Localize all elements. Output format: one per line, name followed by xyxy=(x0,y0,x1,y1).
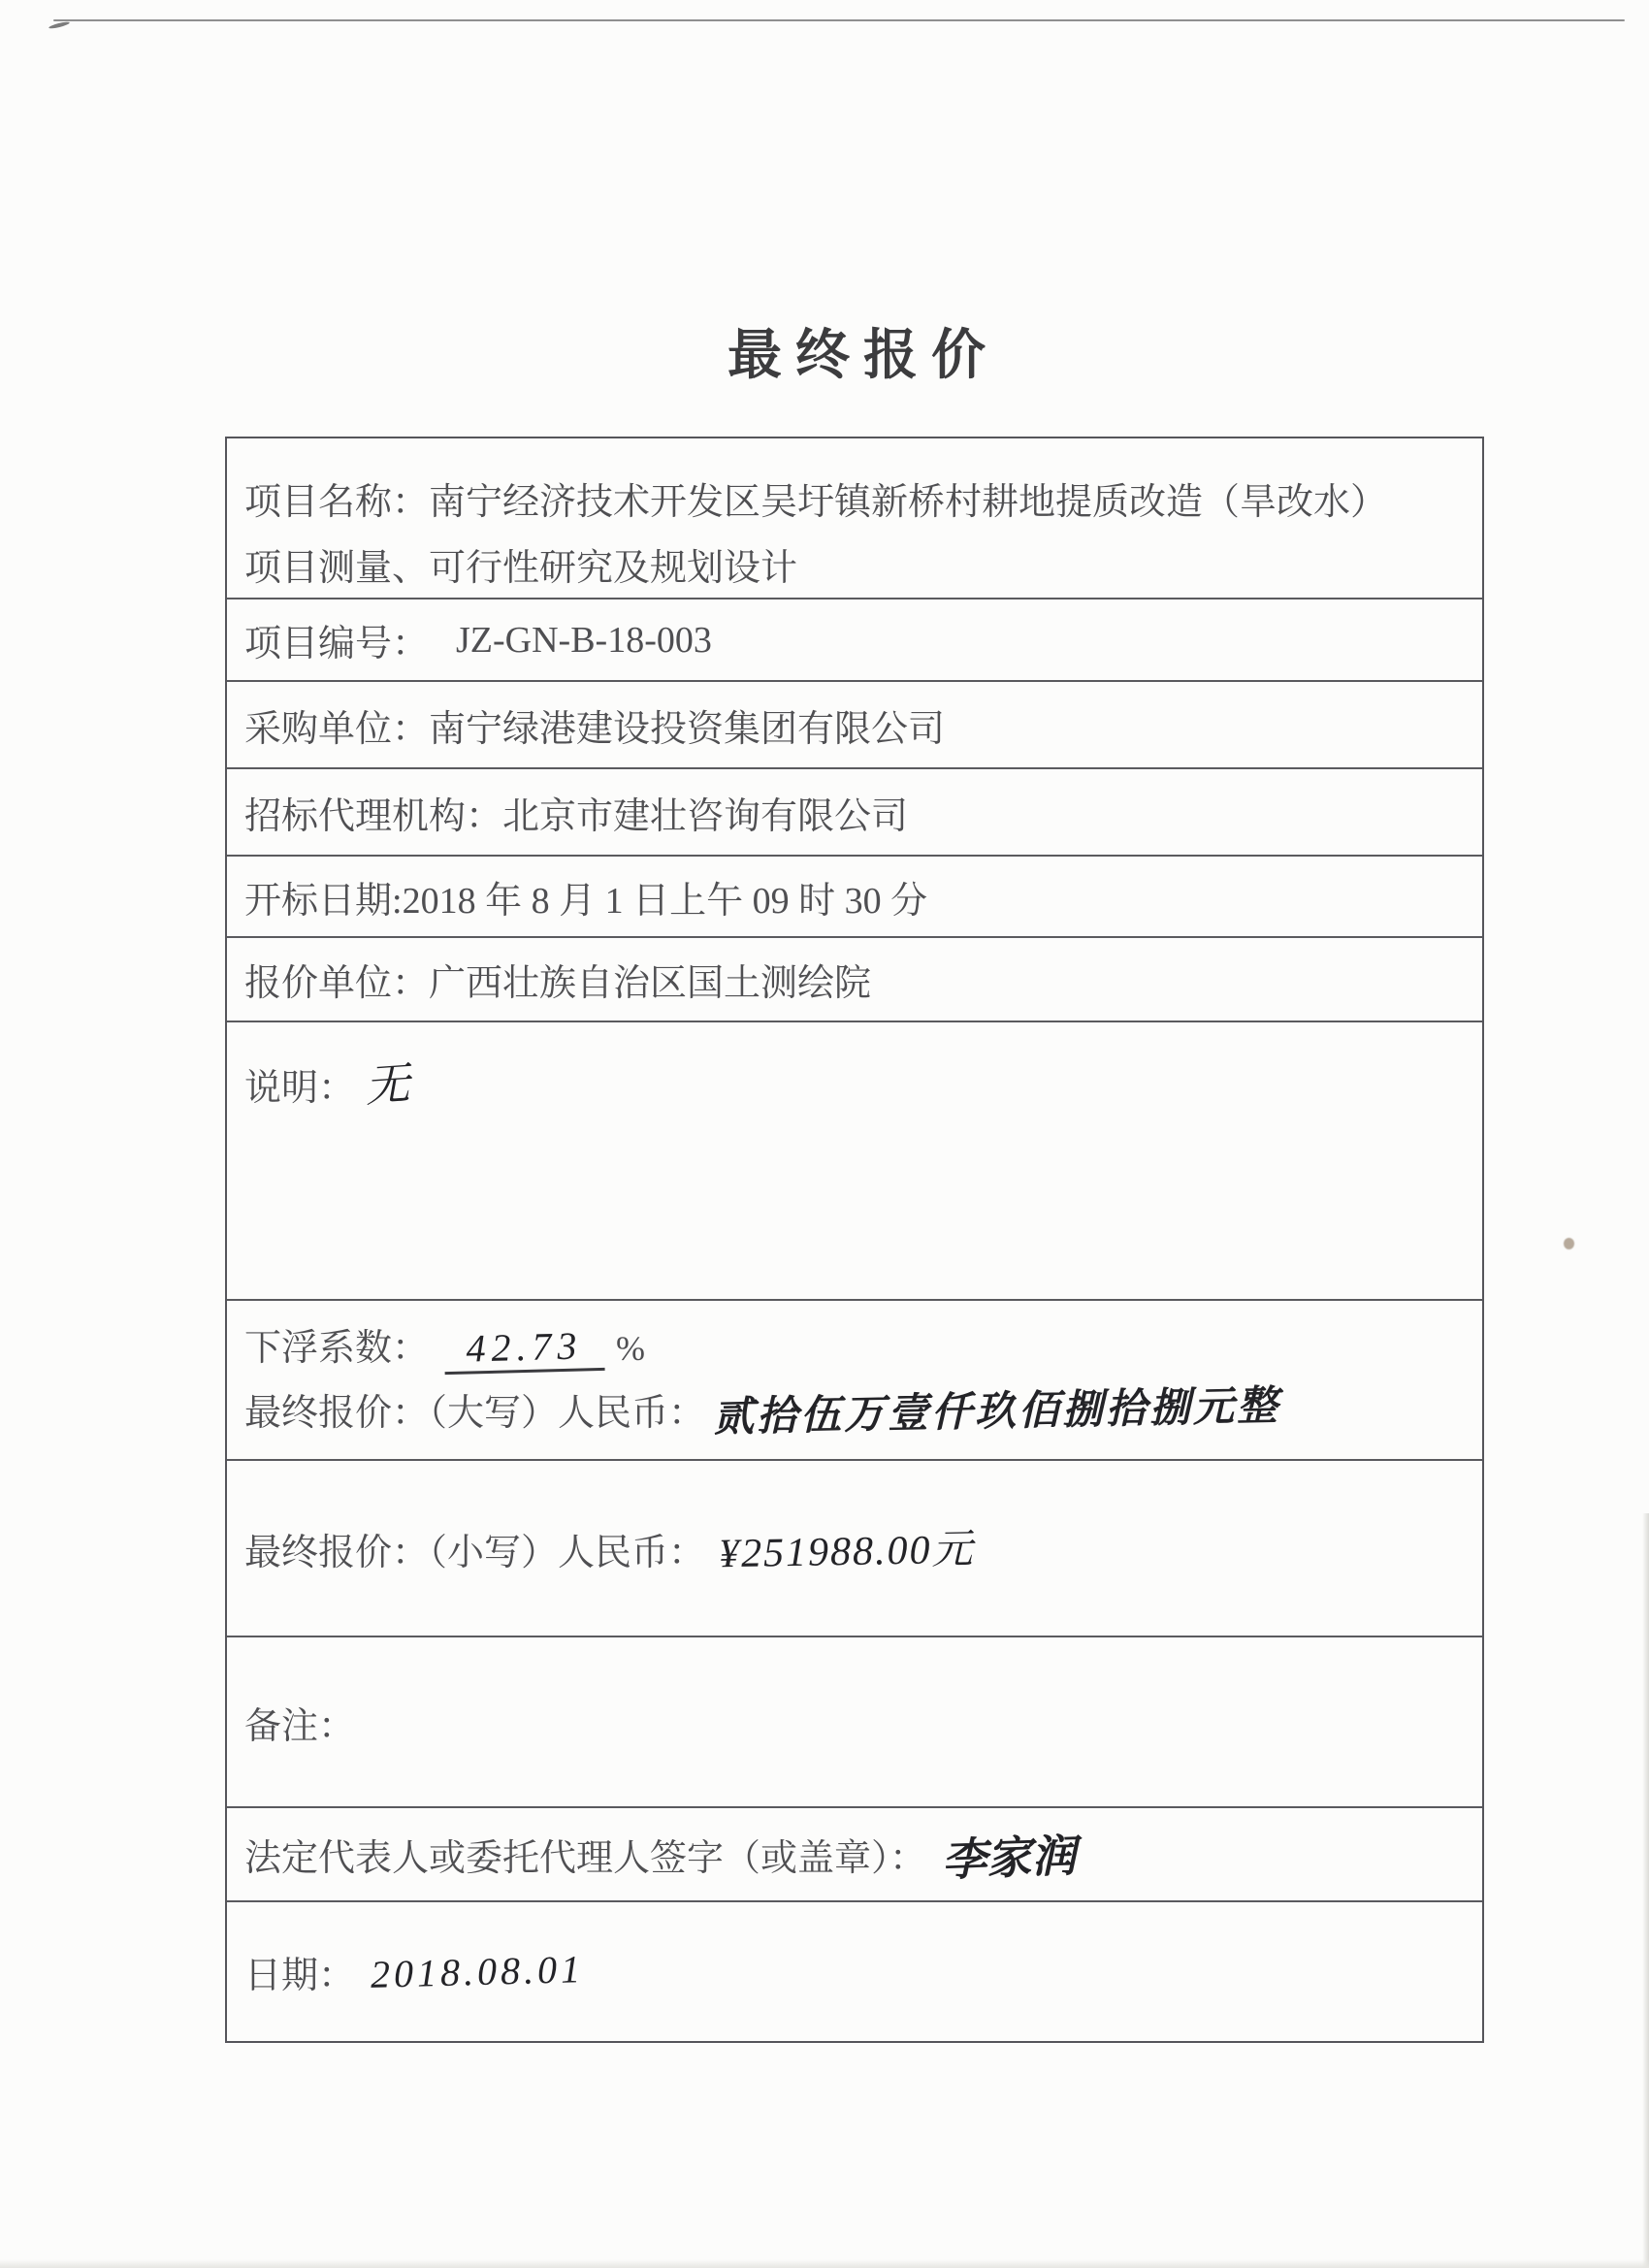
bid-opening-label: 开标日期: xyxy=(244,880,403,922)
project-number-label: 项目编号： xyxy=(244,624,430,664)
price-figures-handwritten-value: ¥251988.00元 xyxy=(718,1527,975,1577)
signature-label: 法定代表人或委托代理人签字（或盖章）： xyxy=(244,1838,927,1879)
table-row-purchaser xyxy=(227,682,1482,769)
discount-line xyxy=(244,1316,1471,1380)
table-row-signature xyxy=(227,1808,1482,1902)
scan-edge-shadow-bottom xyxy=(0,2259,1649,2268)
page-title: 最终报价 xyxy=(728,326,999,386)
signature-handwritten-value: 李家润 xyxy=(941,1831,1077,1885)
price-words-line xyxy=(244,1380,1471,1445)
table-row-discount-and-price-words xyxy=(227,1301,1482,1461)
scan-artifact-top-line xyxy=(53,19,1625,21)
note-label: 说明： xyxy=(244,1068,356,1109)
table-row-price-figures xyxy=(227,1461,1482,1637)
note-handwritten-value: 无 xyxy=(363,1058,411,1112)
table-row-agency xyxy=(227,769,1482,857)
table-row-date xyxy=(227,1902,1482,2041)
project-name-line1 xyxy=(244,470,1471,535)
discount-label: 下浮系数： xyxy=(244,1328,430,1369)
date-label: 日期： xyxy=(244,1956,356,1996)
bidder-value: 广西壮族自治区国土测绘院 xyxy=(429,963,872,1004)
purchaser-label: 采购单位： xyxy=(244,708,430,750)
table-row-bidder xyxy=(227,938,1482,1022)
scan-edge-shadow-right xyxy=(1642,1513,1649,2268)
agency-value: 北京市建壮咨询有限公司 xyxy=(502,795,909,837)
project-name-line2 xyxy=(244,535,1471,601)
scan-artifact-dot xyxy=(1564,1238,1574,1249)
bid-opening-value: 2018 年 8 月 1 日上午 09 时 30 分 xyxy=(402,880,928,922)
scan-artifact-hook xyxy=(48,20,70,29)
project-name-value: 南宁经济技术开发区吴圩镇新桥村耕地提质改造（旱改水） xyxy=(429,482,1388,523)
price-words-label: 最终报价：（大写）人民币： xyxy=(244,1393,706,1434)
price-figures-label: 最终报价：（小写）人民币： xyxy=(244,1532,706,1573)
project-name-value-continued: 项目测量、可行性研究及规划设计 xyxy=(244,548,798,589)
purchaser-value: 南宁绿港建设投资集团有限公司 xyxy=(429,708,946,750)
project-name-label: 项目名称： xyxy=(244,482,430,523)
quotation-table xyxy=(225,437,1484,2043)
table-row-project-name xyxy=(227,438,1482,599)
discount-percent-sign: % xyxy=(616,1329,646,1368)
project-number-value: JZ-GN-B-18-003 xyxy=(456,619,712,661)
bidder-label: 报价单位： xyxy=(244,963,430,1004)
agency-label: 招标代理机构： xyxy=(244,795,503,837)
price-words-handwritten-value: 贰拾伍万壹仟玖佰捌拾捌元整 xyxy=(712,1383,1281,1442)
date-handwritten-value: 2018.08.01 xyxy=(370,1947,585,1996)
remarks-label: 备注： xyxy=(244,1705,356,1747)
table-row-remarks xyxy=(227,1637,1482,1808)
table-row-project-number xyxy=(227,599,1482,682)
table-row-bid-opening-date xyxy=(227,857,1482,938)
table-row-note xyxy=(227,1022,1482,1301)
discount-handwritten-value: 42.73 xyxy=(443,1323,604,1375)
